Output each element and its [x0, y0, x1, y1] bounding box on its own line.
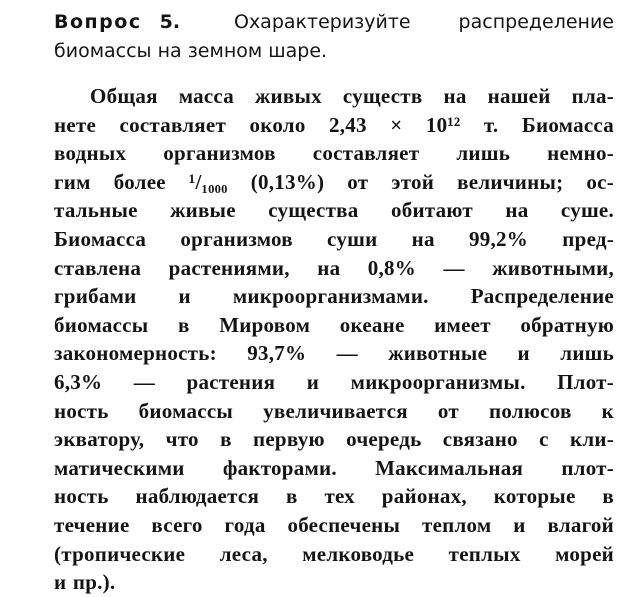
- answer-line: грибами и микроорганизмами. Распределение: [54, 284, 614, 309]
- answer-block: [54, 82, 614, 597]
- answer-line: экватору, что в первую очередь связано с кли-: [54, 427, 614, 452]
- answer-line: 6,3% — растения и микроорганизмы. Плот-: [54, 369, 614, 394]
- answer-line: ность биомассы увеличивается от полюсов к: [54, 398, 614, 423]
- answer-line: течение всего года обеспечены теплом и влагой: [54, 512, 614, 537]
- answer-line: закономерность: 93,7% — животные и лишь: [54, 341, 614, 366]
- answer-line: ность наблюдается в тех районах, которые в: [54, 484, 614, 509]
- answer-line: нете составляет около 2,43 × 10¹² т. Биомасса: [54, 112, 614, 137]
- answer-line: водных организмов составляет лишь немно-: [54, 141, 614, 166]
- answer-line: тальные живые существа обитают на суше.: [54, 198, 614, 223]
- answer-line: гим более ¹/₁₀₀₀ (0,13%) от этой величины; ос-: [54, 169, 614, 194]
- answer-line: Биомасса организмов суши на 99,2% пред-: [54, 226, 614, 251]
- answer-line: Общая масса живых существ на нашей пла-: [90, 84, 614, 108]
- question-number: 5.: [159, 11, 181, 33]
- question-label: Вопрос: [54, 11, 142, 33]
- answer-line: ставлена растениями, на 0,8% — животными,: [54, 255, 614, 280]
- answer-line: биомассы в Мировом океане имеет обратную: [54, 312, 614, 337]
- answer-line: матическими факторами. Максимальная плот-: [54, 455, 614, 480]
- question-block: [54, 8, 614, 66]
- answer-line: (тропические леса, мелководье теплых морей: [54, 541, 614, 566]
- answer-line: и пр.).: [54, 570, 116, 595]
- question-text: Охарактеризуйте распределение биомассы на земном шаре.: [54, 11, 614, 62]
